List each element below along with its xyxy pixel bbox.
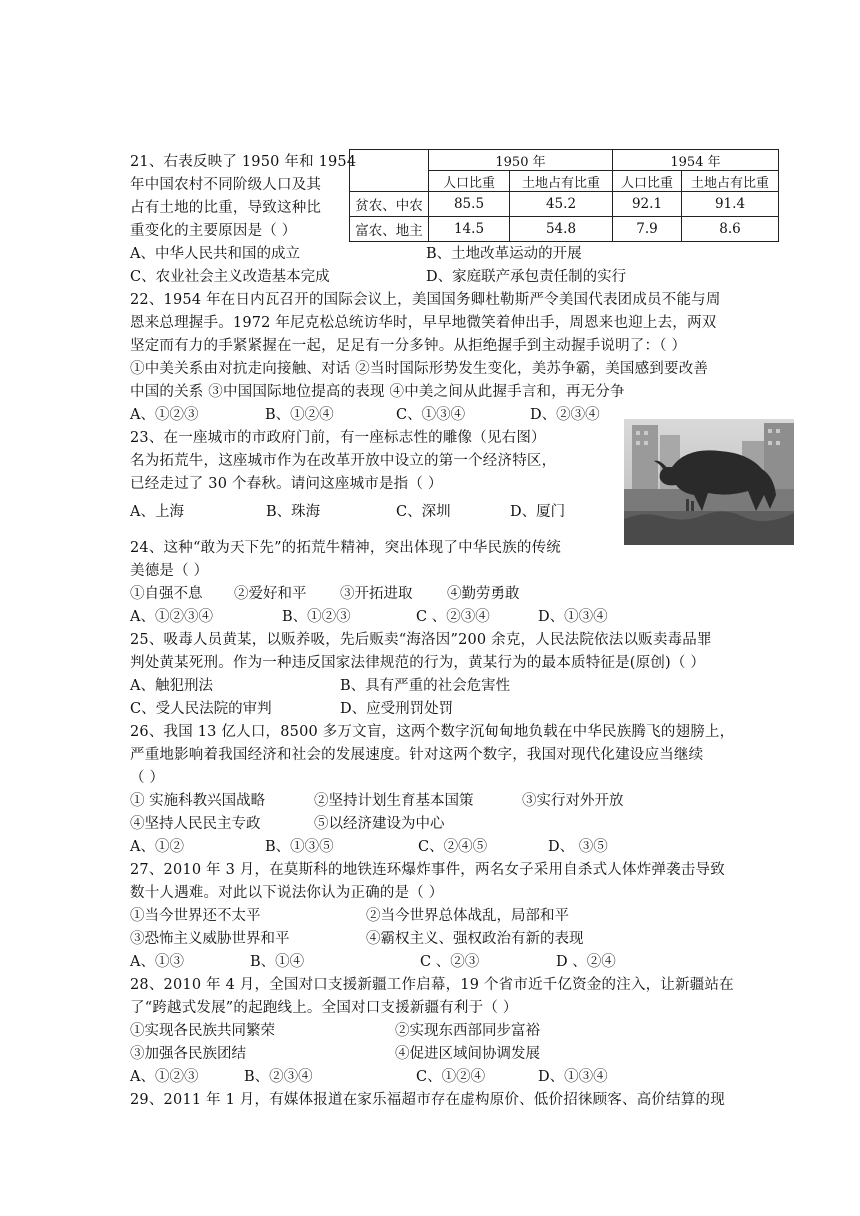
q24-option-c: C 、②③④ <box>416 609 490 625</box>
q27-item-1: ①当今世界还不太平 <box>130 908 261 924</box>
q24-option-b: B、①②③ <box>282 609 351 625</box>
q27-option-b: B、①④ <box>250 954 305 970</box>
q26-item-5: ⑤以经济建设为中心 <box>314 816 445 832</box>
q25-option-d: D、应受刑罚处罚 <box>340 701 454 717</box>
table-subheader: 人口比重 <box>429 171 510 192</box>
table-cell: 14.5 <box>429 217 510 242</box>
q27-item-2: ②当今世界总体战乱，局部和平 <box>366 908 569 924</box>
q21-line-1: 21、右表反映了 1950 年和 1954 <box>130 154 357 170</box>
q26-item-4: ④坚持人民民主专政 <box>130 816 261 832</box>
q28-item-1: ①实现各民族共同繁荣 <box>130 1023 275 1039</box>
q21-option-d: D、家庭联产承包责任制的实行 <box>426 269 627 285</box>
q27-item-4: ④霸权主义、强权政治有新的表现 <box>366 931 584 947</box>
q27-line-2: 数十人遇难。对此以下说法你认为正确的是（ ） <box>130 885 444 901</box>
q26-line-2: 严重地影响着我国经济和社会的发展速度。针对这两个数字，我国对现代化建设应当继续 <box>130 747 704 763</box>
q28-option-d: D、①③④ <box>538 1069 608 1085</box>
table-cell: 85.5 <box>429 192 510 217</box>
q24-option-d: D、①③④ <box>538 609 608 625</box>
table-year-1954: 1954 年 <box>613 150 779 171</box>
table-cell: 8.6 <box>682 217 779 242</box>
q27-option-c: C 、②③ <box>420 954 480 970</box>
q25-option-b: B、具有严重的社会危害性 <box>340 678 511 694</box>
table-row <box>350 192 779 217</box>
q26-line-1: 26、我国 13 亿人口，8500 多万文盲，这两个数字沉甸甸地负载在中华民族腾飞的翅膀上， <box>130 724 735 740</box>
q22-line-3: 坚定而有力的手紧紧握在一起，足足有一分多钟。从拒绝握手到主动握手说明了：（ ） <box>130 338 687 354</box>
q27-line-1: 27、2010 年 3 月，在莫斯科的地铁连环爆炸事件，两名女子采用自杀式人体炸弹袭击导致 <box>130 862 725 878</box>
q24-item-1: ①自强不息 <box>130 586 203 602</box>
q26-option-d: D、 ③⑤ <box>548 839 608 855</box>
q23-option-d: D、厦门 <box>510 504 566 520</box>
q28-option-a: A、①②③ <box>130 1069 199 1085</box>
q26-item-3: ③实行对外开放 <box>522 793 624 809</box>
q21-line-4: 重变化的主要原因是（ ） <box>130 223 297 239</box>
q22-line-2: 恩来总理握手。1972 年尼克松总统访华时，早早地微笑着伸出手，周恩来也迎上去，两双 <box>130 315 717 331</box>
q26-item-1: ① 实施科教兴国战略 <box>130 793 266 809</box>
q22-option-d: D、②③④ <box>530 407 600 423</box>
q25-line-2: 判处黄某死刑。作为一种违反国家法律规范的行为，黄某行为的最本质特征是(原创)（ ） <box>130 655 706 671</box>
q28-item-4: ④促进区域间协调发展 <box>395 1046 540 1062</box>
q26-option-b: B、①③⑤ <box>265 839 334 855</box>
q21-option-a: A、中华人民共和国的成立 <box>130 246 300 262</box>
q22-line-5: 中国的关系 ③中国国际地位提高的表现 ④中美之间从此握手言和，再无分争 <box>130 384 625 400</box>
q22-option-a: A、①②③ <box>130 407 199 423</box>
table-cell: 91.4 <box>682 192 779 217</box>
q21-line-3: 占有土地的比重，导致这种比 <box>130 200 322 216</box>
q28-option-b: B、②③④ <box>244 1069 313 1085</box>
q24-line-2: 美德是（ ） <box>130 563 209 579</box>
q23-line-3: 已经走过了 30 个春秋。请问这座城市是指（ ） <box>130 476 443 492</box>
q29-line-1: 29、2011 年 1 月，有媒体报道在家乐福超市存在虚构原价、低价招徕顾客、高价结算的现 <box>130 1092 725 1108</box>
table-corner <box>350 150 429 192</box>
table-row <box>350 217 779 242</box>
q26-option-c: C、②④⑤ <box>418 839 488 855</box>
q26-item-2: ②坚持计划生育基本国策 <box>314 793 474 809</box>
q28-item-2: ②实现东西部同步富裕 <box>395 1023 540 1039</box>
row-label: 富农、地主 <box>350 217 429 242</box>
table-subheader: 人口比重 <box>613 171 682 192</box>
table-cell: 7.9 <box>613 217 682 242</box>
q23-option-c: C、深圳 <box>396 504 451 520</box>
table-subheader: 土地占有比重 <box>682 171 779 192</box>
q21-option-c: C、农业社会主义改造基本完成 <box>130 269 330 285</box>
row-label: 贫农、中农 <box>350 192 429 217</box>
q27-option-a: A、①③ <box>130 954 184 970</box>
table-year-1950: 1950 年 <box>429 150 613 171</box>
q24-item-2: ②爱好和平 <box>234 586 307 602</box>
q24-line-1: 24、这种“敢为天下先”的拓荒牛精神，突出体现了中华民族的传统 <box>130 540 561 556</box>
q23-line-2: 名为拓荒牛，这座城市作为在改革开放中设立的第一个经济特区， <box>130 453 557 469</box>
q27-item-3: ③恐怖主义威胁世界和平 <box>130 931 290 947</box>
q23-option-b: B、珠海 <box>266 504 321 520</box>
q24-option-a: A、①②③④ <box>130 609 213 625</box>
q28-line-2: 了“跨越式发展”的起跑线上。全国对口支援新疆有利于（ ） <box>130 1000 518 1016</box>
q25-line-1: 25、吸毒人员黄某，以贩养吸，先后贩卖“海洛因”200 余克，人民法院依法以贩卖毒品罪 <box>130 632 712 648</box>
q27-option-d: D 、②④ <box>556 954 616 970</box>
q22-line-1: 22、1954 年在日内瓦召开的国际会议上，美国国务卿杜勒斯严令美国代表团成员不能与周 <box>130 292 721 308</box>
q25-option-a: A、触犯刑法 <box>130 678 213 694</box>
q23-line-1: 23、在一座城市的市政府门前，有一座标志性的雕像（见右图） <box>130 430 546 446</box>
q21-table <box>349 149 779 242</box>
q24-item-3: ③开拓进取 <box>340 586 413 602</box>
pioneer-bull-photo <box>624 419 794 545</box>
table-cell: 45.2 <box>510 192 613 217</box>
q22-line-4: ①中美关系由对抗走向接触、对话 ②当时国际形势发生变化，美苏争霸，美国感到要改善 <box>130 361 709 377</box>
q22-option-b: B、①②④ <box>265 407 334 423</box>
q22-option-c: C、①③④ <box>396 407 466 423</box>
q25-option-c: C、受人民法院的审判 <box>130 701 272 717</box>
table-subheader: 土地占有比重 <box>510 171 613 192</box>
q23-option-a: A、上海 <box>130 504 184 520</box>
q26-option-a: A、①② <box>130 839 184 855</box>
q24-item-4: ④勤劳勇敢 <box>447 586 520 602</box>
bull-statue-image <box>624 419 794 545</box>
q21-line-2: 年中国农村不同阶级人口及其 <box>130 177 322 193</box>
q28-item-3: ③加强各民族团结 <box>130 1046 246 1062</box>
q28-line-1: 28、2010 年 4 月，全国对口支援新疆工作启幕，19 个省市近千亿资金的注入，让新疆站在 <box>130 977 734 993</box>
q21-option-b: B、土地改革运动的开展 <box>426 246 582 262</box>
table-cell: 54.8 <box>510 217 613 242</box>
table-cell: 92.1 <box>613 192 682 217</box>
q26-line-3: （ ） <box>130 770 165 786</box>
q28-option-c: C、①②④ <box>416 1069 486 1085</box>
